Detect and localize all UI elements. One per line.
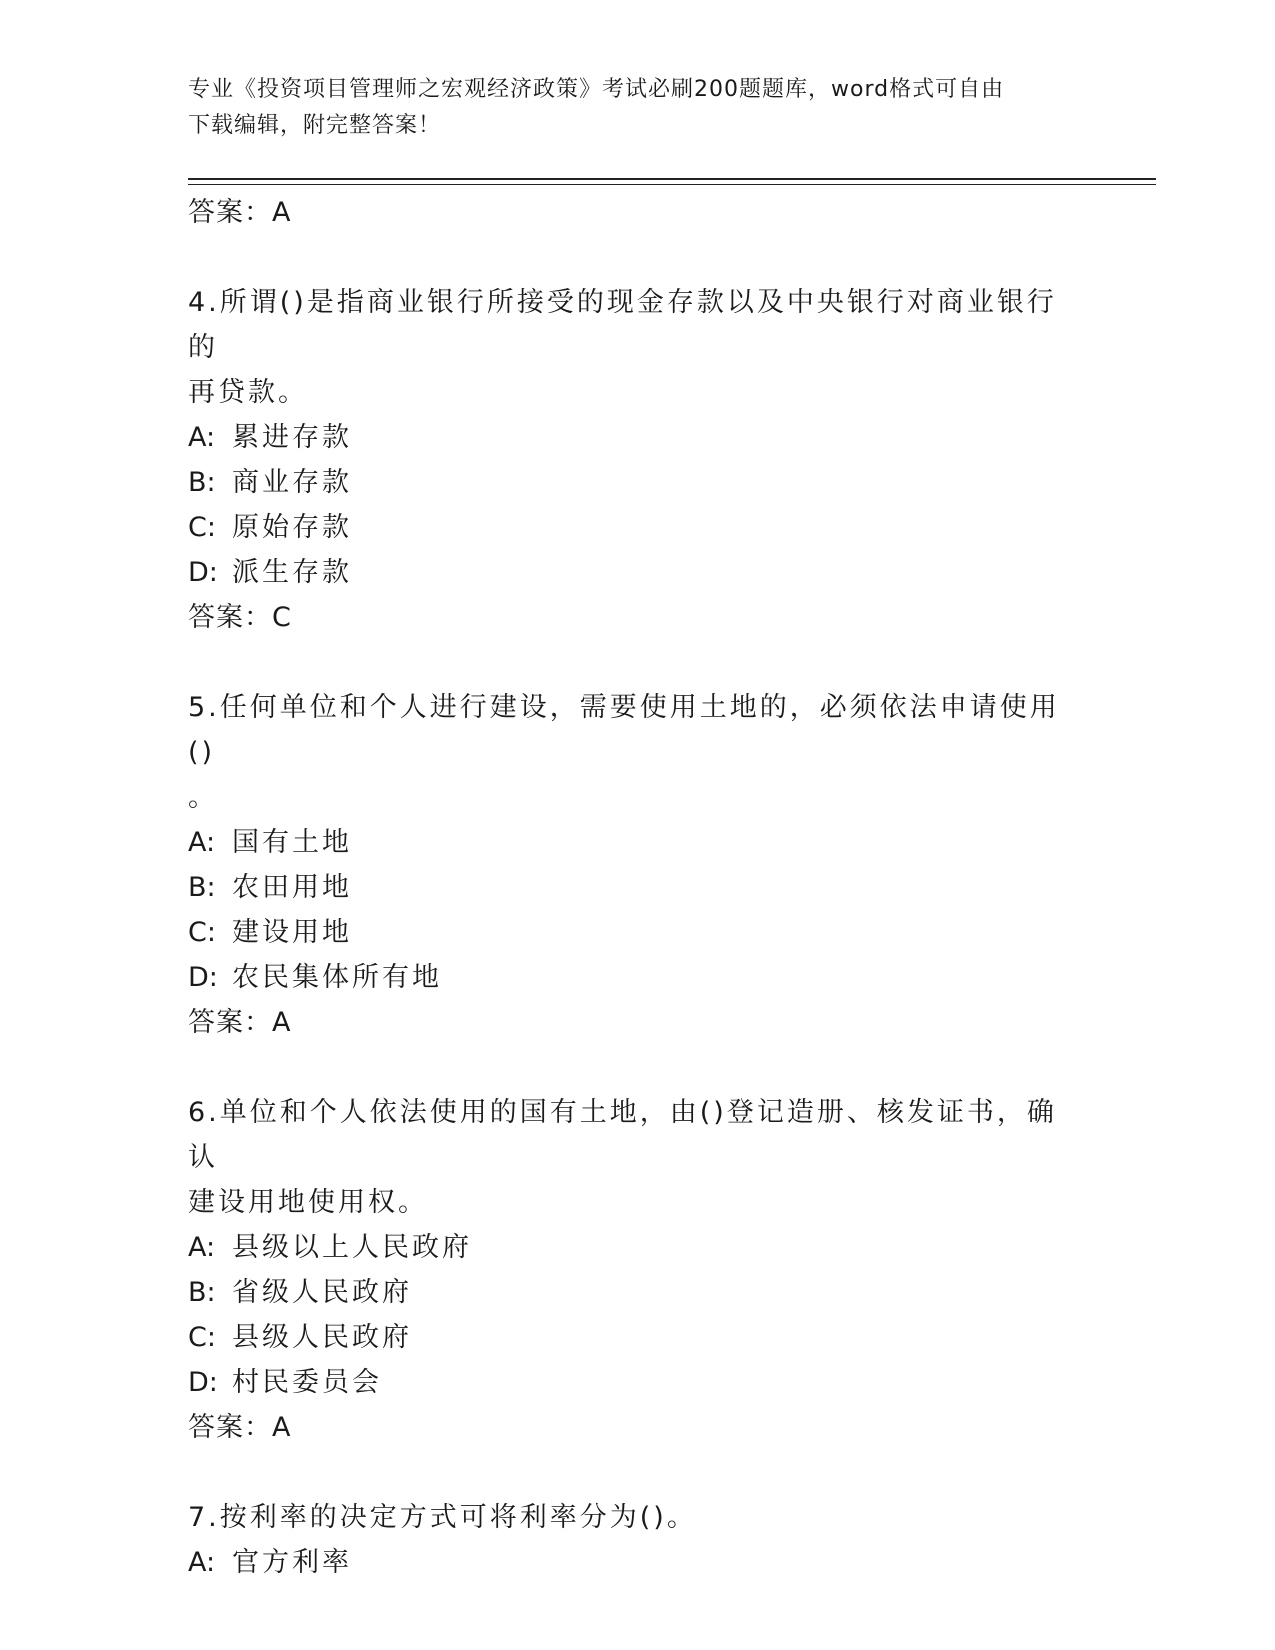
option-a <box>188 1225 1068 1270</box>
option-text: 村民委员会 <box>232 1367 382 1398</box>
question-line: 7.按利率的决定方式可将利率分为()。 <box>188 1502 697 1533</box>
answer-line: 答案：C <box>188 602 292 633</box>
option-text: 县级人民政府 <box>232 1322 412 1353</box>
question-text <box>188 280 1068 415</box>
header-line-1: 专业《投资项目管理师之宏观经济政策》考试必刷200题题库，word格式可自由 <box>188 77 1005 102</box>
header-rule-thin <box>188 184 1156 185</box>
question-text <box>188 1495 1068 1540</box>
option-c <box>188 505 1068 550</box>
option-text: 省级人民政府 <box>232 1277 412 1308</box>
answer-line: 答案：A <box>188 197 292 228</box>
option-letter: A: <box>188 827 216 858</box>
answer-line: 答案：A <box>188 1412 292 1443</box>
option-letter: C: <box>188 917 216 948</box>
option-letter: A: <box>188 1232 216 1263</box>
option-c <box>188 1315 1068 1360</box>
question-block <box>188 1495 1068 1585</box>
question-text <box>188 685 1068 820</box>
option-a <box>188 415 1068 460</box>
option-letter: D: <box>188 557 218 588</box>
option-text: 县级以上人民政府 <box>232 1232 472 1263</box>
document-body <box>188 190 1068 1585</box>
answer-line: 答案：A <box>188 1007 292 1038</box>
option-letter: D: <box>188 1367 218 1398</box>
option-c <box>188 910 1068 955</box>
option-letter: B: <box>188 1277 216 1308</box>
option-letter: C: <box>188 1322 216 1353</box>
question-line: 建设用地使用权。 <box>188 1187 428 1218</box>
option-text: 派生存款 <box>232 557 352 588</box>
question-line: 再贷款。 <box>188 377 308 408</box>
option-d <box>188 550 1068 595</box>
question-block <box>188 280 1068 641</box>
option-text: 原始存款 <box>232 512 352 543</box>
question-text <box>188 1090 1068 1225</box>
option-d <box>188 1360 1068 1405</box>
header-line-2: 下载编辑，附完整答案！ <box>188 113 442 138</box>
option-letter: D: <box>188 962 218 993</box>
option-text: 农田用地 <box>232 872 352 903</box>
option-letter: A: <box>188 422 216 453</box>
option-letter: B: <box>188 872 216 903</box>
question-line: 4.所谓()是指商业银行所接受的现金存款以及中央银行对商业银行的 <box>188 287 1057 363</box>
document-header <box>188 72 1088 144</box>
option-text: 建设用地 <box>232 917 352 948</box>
option-letter: A: <box>188 1547 216 1578</box>
question-line: 6.单位和个人依法使用的国有土地，由()登记造册、核发证书，确认 <box>188 1097 1057 1173</box>
question-line: 5.任何单位和个人进行建设，需要使用土地的，必须依法申请使用() <box>188 692 1060 768</box>
option-text: 商业存款 <box>232 467 352 498</box>
question-block <box>188 1090 1068 1451</box>
option-b <box>188 1270 1068 1315</box>
option-text: 农民集体所有地 <box>232 962 442 993</box>
option-letter: B: <box>188 467 216 498</box>
option-text: 累进存款 <box>232 422 352 453</box>
header-rule-thick <box>188 178 1156 180</box>
option-a <box>188 1540 1068 1585</box>
question-line: 。 <box>188 782 218 813</box>
option-letter: C: <box>188 512 216 543</box>
option-b <box>188 460 1068 505</box>
option-a <box>188 820 1068 865</box>
option-text: 国有土地 <box>232 827 352 858</box>
option-b <box>188 865 1068 910</box>
option-d <box>188 955 1068 1000</box>
question-block <box>188 685 1068 1046</box>
option-text: 官方利率 <box>232 1547 352 1578</box>
